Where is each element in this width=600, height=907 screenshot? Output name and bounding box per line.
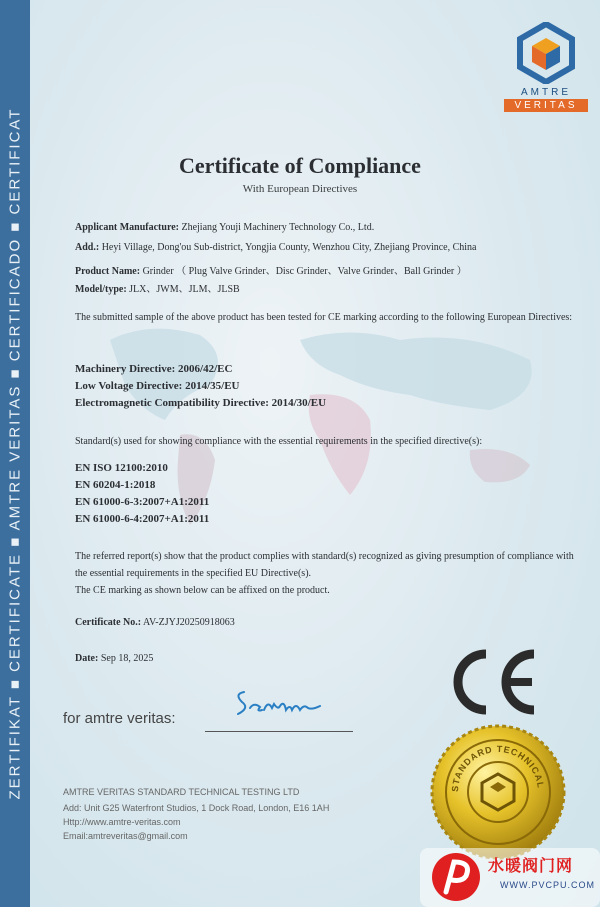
model-label: Model/type:	[75, 284, 127, 295]
hexagon-cube-icon	[516, 22, 576, 84]
certificate-side-band	[0, 0, 30, 907]
watermark-url: WWW.PVCPU.COM	[500, 880, 595, 890]
watermark-text: 水暖阀门网	[488, 856, 574, 875]
product-value: Grinder （ Plug Valve Grinder、Disc Grinder、Valve Grinder、Ball Grinder ）	[142, 266, 467, 277]
directive-emc: Electromagnetic Compatibility Directive: 2014/30/EU	[75, 397, 327, 409]
address-label: Add.:	[75, 242, 100, 253]
report-paragraph: The referred report(s) show that the product complies with standard(s) recognized as giving presumption of compliance with the essential requirements in the specified EU Directive(s).	[75, 551, 574, 579]
address-row	[75, 242, 477, 253]
footer-company: AMTRE VERITAS STANDARD TECHNICAL TESTING LTD	[63, 787, 300, 797]
certificate-number-value: AV-ZJYJ20250918063	[143, 617, 235, 628]
standard-item: EN ISO 12100:2010	[75, 462, 168, 474]
product-label: Product Name:	[75, 266, 141, 277]
date-row	[75, 653, 153, 664]
handwritten-signature	[230, 680, 340, 724]
side-band-text: ZERTIFIKAT ■ CERTIFICATE ■ AMTRE VERITAS ■ CERTIFICADO ■ CERTIFICAT	[6, 107, 24, 800]
signature-line	[205, 731, 353, 732]
applicant-value: Zhejiang Youji Machinery Technology Co., Ltd.	[181, 222, 375, 233]
logo-bottom-text: VERITAS	[504, 99, 588, 112]
standard-item: EN 61000-6-3:2007+A1:2011	[75, 496, 210, 508]
applicant-row	[75, 222, 374, 233]
amtre-veritas-logo	[504, 22, 588, 112]
footer-address: Add: Unit G25 Waterfront Studios, 1 Dock Road, London, E16 1AH	[63, 803, 330, 813]
directive-machinery: Machinery Directive: 2006/42/EC	[75, 363, 233, 375]
footer-email: Email:amtreveritas@gmail.com	[63, 831, 188, 841]
signature-label: for amtre veritas:	[63, 710, 176, 727]
standard-item: EN 61000-6-4:2007+A1:2011	[75, 513, 210, 525]
product-row	[75, 262, 467, 277]
ce-mark-icon	[448, 648, 540, 716]
model-row	[75, 280, 240, 295]
date-value: Sep 18, 2025	[100, 653, 154, 664]
ce-marking-note: The CE marking as shown below can be affixed on the product.	[75, 585, 330, 596]
logo-top-text: AMTRE	[521, 87, 571, 98]
model-value: JLX、JWM、JLM、JLSB	[129, 284, 240, 295]
seal-text: STANDARD TECHNICAL	[449, 743, 546, 793]
address-value: Heyi Village, Dong'ou Sub-district, Yongjia County, Wenzhou City, Zhejiang Province, China	[101, 242, 477, 253]
standards-intro: Standard(s) used for showing compliance with the essential requirements in the specified directive(s):	[75, 436, 483, 447]
certificate-number-row	[75, 617, 235, 628]
applicant-label: Applicant Manufacture:	[75, 222, 179, 233]
gold-seal-icon	[428, 722, 568, 862]
footer-website: Http://www.amtre-veritas.com	[63, 817, 181, 827]
certificate-title: Certificate of Compliance	[179, 153, 421, 178]
certificate-subtitle: With European Directives	[242, 183, 358, 195]
directive-low-voltage: Low Voltage Directive: 2014/35/EU	[75, 380, 240, 392]
standard-item: EN 60204-1:2018	[75, 479, 156, 491]
date-label: Date:	[75, 653, 99, 664]
certificate-number-label: Certificate No.:	[75, 617, 142, 628]
intro-paragraph: The submitted sample of the above product has been tested for CE marking according to the following European Directives:	[75, 312, 573, 323]
